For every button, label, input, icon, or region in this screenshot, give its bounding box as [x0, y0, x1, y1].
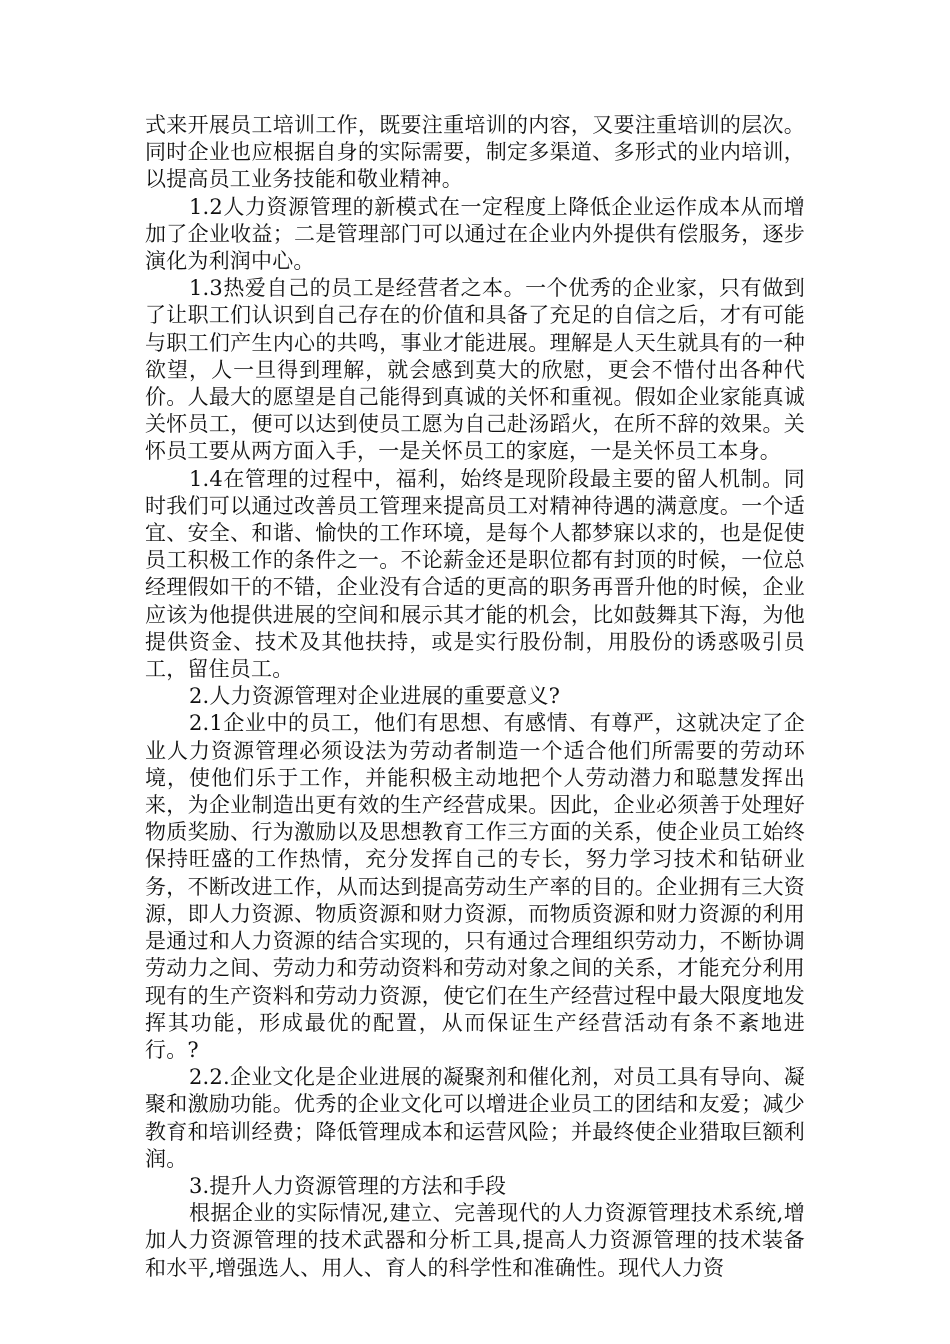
section-heading-3: 3.提升人力资源管理的方法和手段	[189, 1173, 507, 1198]
paragraph-2-2: 2.2.企业文化是企业进展的凝聚剂和催化剂，对员工具有导向、凝聚和激励功能。优秀的企业文化可以增进企业员工的团结和友爱；减少教育和培训经费；降低管理成本和运营风险；并最终使企业猎取巨额利润。	[145, 1065, 805, 1171]
paragraph-2-1: 2.1企业中的员工，他们有思想、有感情、有尊严，这就决定了企业人力资源管理必须设法为劳动者制造一个适合他们所需要的劳动环境，使他们乐于工作，并能积极主动地把个人劳动潜力和聪慧发挥出来，为企业制造出更有效的生产经营成果。因此，企业必须善于处理好物质奖励、行为激励以及思想教育工作三方面的关系，使企业员工始终保持旺盛的工作热情，充分发挥自己的专长，努力学习技术和钻研业务，不断改进工作，从而达到提高劳动生产率的目的。企业拥有三大资源，即人力资源、物质资源和财力资源，而物质资源和财力资源的利用是通过和人力资源的结合实现的，只有通过合理组织劳动力，不断协调劳动力之间、劳动力和劳动资料和劳动对象之间的关系，才能充分利用现有的生产资料和劳动力资源，使它们在生产经营过程中最大限度地发挥其功能，形成最优的配置，从而保证生产经营活动有条不紊地进行。?	[145, 711, 805, 1062]
paragraph-1: 式来开展员工培训工作，既要注重培训的内容，又要注重培训的层次。同时企业也应根据自身的实际需要，制定多渠道、多形式的业内培训，以提高员工业务技能和敬业精神。	[145, 113, 805, 192]
paragraph-1-4: 1.4在管理的过程中，福利，始终是现阶段最主要的留人机制。同时我们可以通过改善员工管理来提高员工对精神待遇的满意度。一个适宜、安全、和谐、愉快的工作环境，是每个人都梦寐以求的，也是促使员工积极工作的条件之一。不论薪金还是职位都有封顶的时候，一位总经理假如干的不错，企业没有合适的更高的职务再晋升他的时候，企业应该为他提供进展的空间和展示其才能的机会，比如鼓舞其下海，为他提供资金、技术及其他扶持，或是实行股份制，用股份的诱惑吸引员工，留住员工。	[145, 466, 805, 682]
section-heading-2: 2.人力资源管理对企业进展的重要意义?	[189, 684, 561, 709]
paragraph-1-3: 1.3热爱自己的员工是经营者之本。一个优秀的企业家，只有做到了让职工们认识到自己存在的价值和具备了充足的自信之后，才有可能与职工们产生内心的共鸣，事业才能进展。理解是人天生就具有的一种欲望，人一旦得到理解，就会感到莫大的欣慰，更会不惜付出各种代价。人最大的愿望是自己能得到真诚的关怀和重视。假如企业家能真诚关怀员工，便可以达到使员工愿为自己赴汤蹈火，在所不辞的效果。关怀员工要从两方面入手，一是关怀员工的家庭，一是关怀员工本身。	[145, 276, 805, 464]
paragraph-1-2: 1.2人力资源管理的新模式在一定程度上降低企业运作成本从而增加了企业收益；二是管理部门可以通过在企业内外提供有偿服务，逐步演化为利润中心。	[145, 194, 805, 274]
paragraph-3-intro: 根据企业的实际情况,建立、完善现代的人力资源管理技术系统,增加人力资源管理的技术武器和分析工具,提高人力资源管理的技术装备和水平,增强选人、用人、育人的科学性和准确性。现代人力资	[145, 1201, 805, 1280]
document-page	[145, 112, 805, 1282]
